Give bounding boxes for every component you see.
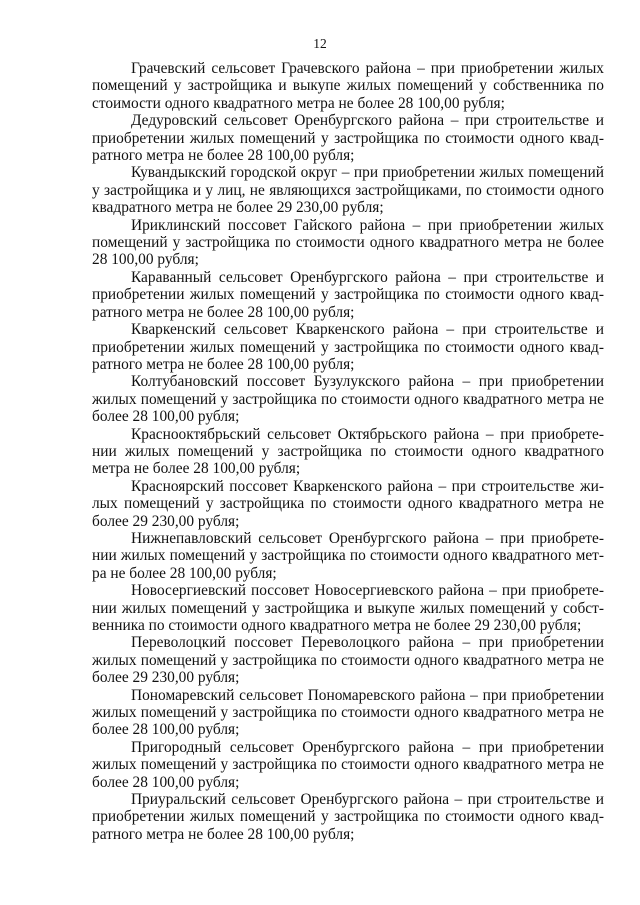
text-line: более 29 230,00 рубля; [92,669,240,687]
text-line: у застройщика и у лиц, не являющихся застройщиками, по стоимости одного [92,181,604,199]
text-line: Красноярский поссовет Кваркенского района – при строительстве жи- [131,477,604,495]
text-line: квадратного метра не более 29 230,00 рубля; [92,199,384,217]
text-line: более 29 230,00 рубля; [92,512,240,530]
text-line: ратного метра не более 28 100,00 рубля; [92,825,355,843]
text-line: венника по стоимости одного квадратного метра не более 29 230,00 рубля; [92,617,582,634]
paragraph [92,60,604,112]
text-line: стоимости одного квадратного метра не более 28 100,00 рубля; [92,94,505,112]
paragraph [92,582,604,634]
paragraph [92,426,604,478]
text-line: ра не более 28 100,00 рубля; [92,564,277,582]
text-line: Кваркенский сельсовет Кваркенского района – при строительстве и [131,321,604,339]
text-line: Приуральский сельсовет Оренбургского района – при строительстве и [131,791,604,809]
text-line: более 28 100,00 рубля; [92,773,240,791]
text-line: Колтубановский поссовет Бузулукского района – при приобретении [131,373,604,391]
paragraph [92,373,604,425]
paragraph [92,112,604,164]
text-line: помещений у застройщика и выкупе жилых помещений у собственника по [92,77,604,95]
text-line: более 28 100,00 рубля; [92,408,240,426]
text-line: Новосергиевский поссовет Новосергиевского района – при приобрете- [131,582,604,600]
text-line: жилых помещений у застройщика по стоимости одного квадратного метра не [92,651,604,669]
text-line: ратного метра не более 28 100,00 рубля; [92,303,355,321]
paragraph [92,739,604,791]
text-line: 28 100,00 рубля; [92,251,199,269]
text-line: жилых помещений у застройщика по стоимости одного квадратного метра не [92,704,604,722]
text-line: жилых помещений у застройщика по стоимости одного квадратного метра не [92,390,604,408]
paragraph [92,321,604,373]
paragraph [92,269,604,321]
text-line: ратного метра не более 28 100,00 рубля; [92,147,355,165]
text-line: Пономаревский сельсовет Пономаревского района – при приобретении [131,686,604,704]
paragraph [92,687,604,739]
text-line: метра не более 28 100,00 рубля; [92,460,301,478]
text-line: помещений у застройщика по стоимости одного квадратного метра не более [92,234,604,252]
text-line: нии жилых помещений у застройщика по стоимости одного квадратного мет- [92,547,604,565]
text-line: ратного метра не более 28 100,00 рубля; [92,355,355,373]
text-line: более 28 100,00 рубля; [92,721,240,739]
text-line: приобретении жилых помещений у застройщика по стоимости одного квад- [92,129,604,147]
text-line: Переволоцкий поссовет Переволоцкого района – при приобретении [131,634,604,652]
paragraph [92,634,604,686]
text-line: нии жилых помещений у застройщика по стоимости одного квадратного [92,442,604,460]
text-line: приобретении жилых помещений у застройщика по стоимости одного квад- [92,286,604,304]
text-line: Дедуровский сельсовет Оренбургского района – при строительстве и [131,112,604,130]
text-line: Нижнепавловский сельсовет Оренбургского района – при приобрете- [131,529,604,547]
text-line: нии жилых помещений у застройщика и выкупе жилых помещений у собст- [92,599,604,617]
text-line: Караванный сельсовет Оренбургского района – при строительстве и [131,268,604,286]
page-number: 12 [313,36,327,51]
paragraph [92,791,604,843]
paragraph [92,164,604,216]
text-line: Кувандыкский городской округ – при приобретении жилых помещений [131,164,604,182]
paragraph [92,478,604,530]
document-body [92,60,604,843]
paragraph [92,530,604,582]
text-line: лых помещений у застройщика по стоимости одного квадратного метра не [92,495,604,513]
text-line: жилых помещений у застройщика по стоимости одного квадратного метра не [92,756,604,774]
text-line: Пригородный сельсовет Оренбургского района – при приобретении [131,738,604,756]
text-line: приобретении жилых помещений у застройщика по стоимости одного квад- [92,808,604,826]
text-line: Ириклинский поссовет Гайского района – при приобретении жилых [131,216,604,234]
text-line: Краснооктябрьский сельсовет Октябрьского района – при приобрете- [131,425,604,443]
text-line: приобретении жилых помещений у застройщика по стоимости одного квад- [92,338,604,356]
text-line: Грачевский сельсовет Грачевского района – при приобретении жилых [131,60,604,77]
paragraph [92,217,604,269]
